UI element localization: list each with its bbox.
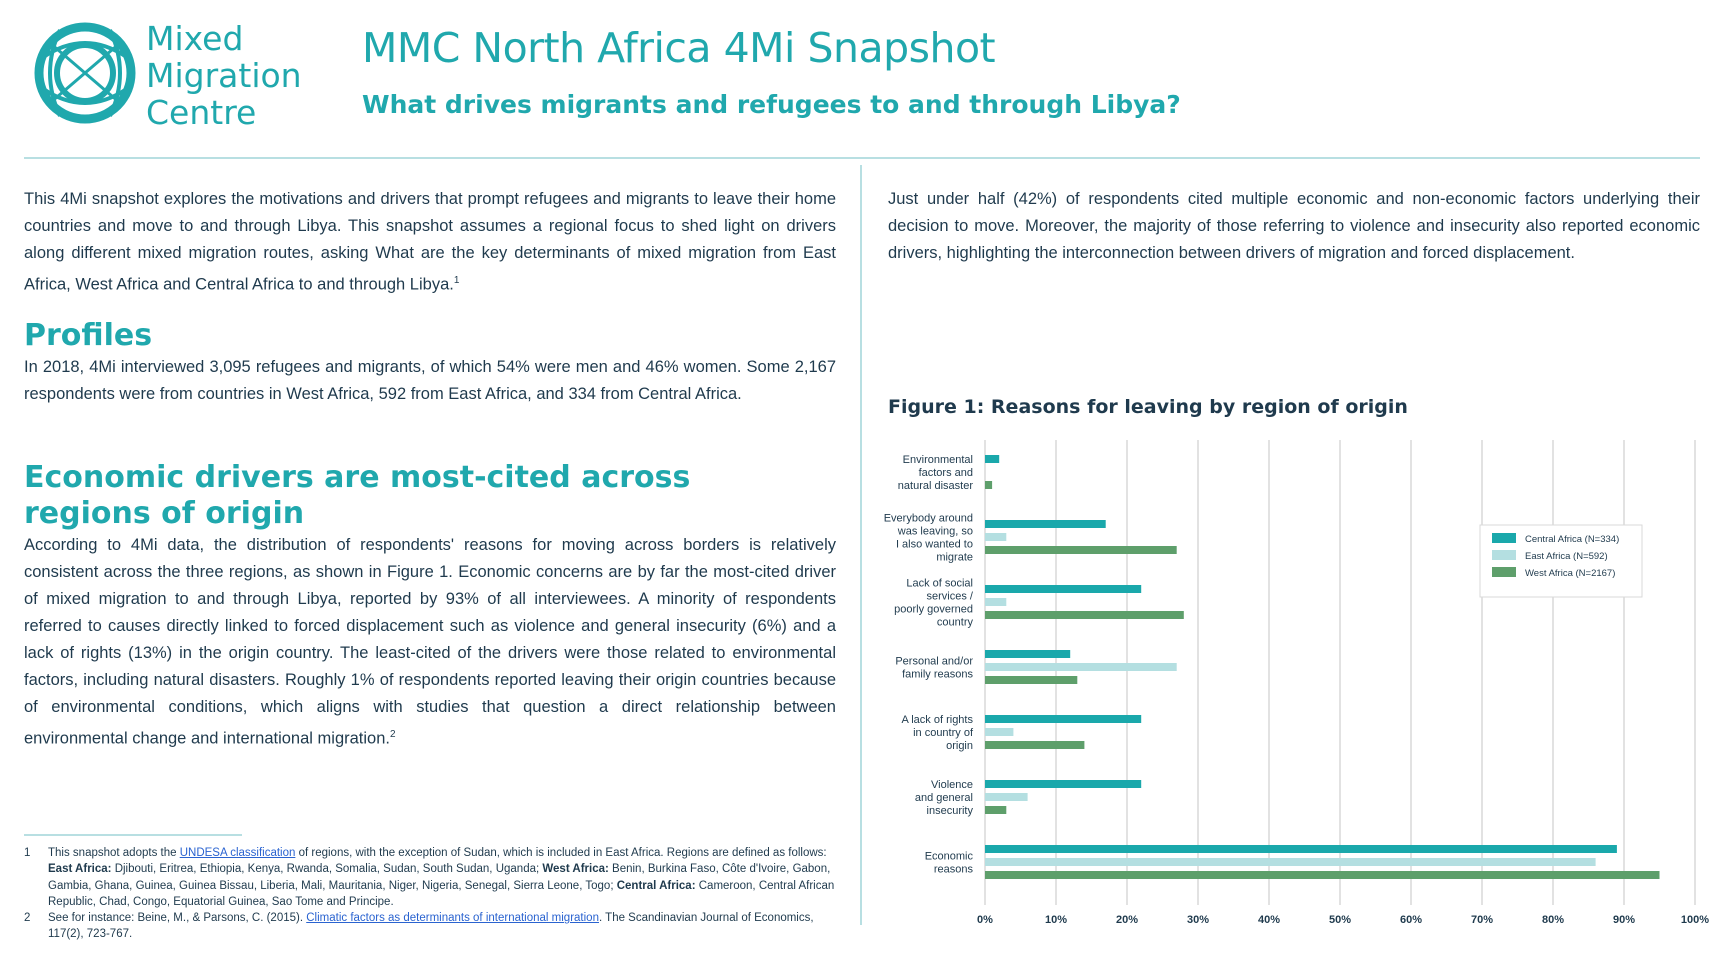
column-divider [860, 165, 862, 925]
economic-heading [24, 460, 690, 532]
category-label-line: in country of [913, 727, 973, 739]
x-tick-label: 90% [1612, 914, 1636, 926]
category-label-line: migrate [936, 551, 973, 564]
bar [985, 715, 1141, 723]
category-label-line: A lack of rights [901, 714, 973, 726]
central-africa-list: Cameroon, Central African Republic, Chad, Congo, Equatorial Guinea, Sao Tome and Principe. [48, 879, 835, 908]
x-tick-label: 80% [1541, 914, 1565, 926]
bar [985, 728, 1013, 736]
legend-label: Central Africa (N=334) [1525, 534, 1620, 545]
footnote-1-lead: This snapshot adopts the [48, 847, 180, 859]
category-label-line: Economic [924, 850, 973, 863]
right-text: Just under half (42%) of respondents cited multiple economic and non-economic factors underlying their decision to move. Moreover, the majority of those referring to violence and insecurity also reported economic drivers, highlighting the interconnection between drivers of migration and forced displacement. [888, 190, 1700, 262]
footnote-1-regions-intro: of regions, with the exception of Sudan, which is included in East Africa. Regions are defined as follows: [295, 847, 827, 859]
intro-footnote-ref[interactable]: 1 [453, 275, 460, 286]
logo-line-2: Migration [146, 56, 302, 95]
mmc-logo [30, 18, 320, 132]
bar [985, 520, 1106, 528]
bar [985, 793, 1028, 801]
category-label-line: services / [926, 590, 973, 603]
category-label-line: insecurity [926, 805, 973, 817]
profiles-paragraph [24, 354, 836, 408]
x-tick-label: 50% [1328, 914, 1352, 926]
west-africa-label: West Africa: [542, 863, 609, 876]
central-africa-label: Central Africa: [616, 879, 696, 892]
bar [985, 650, 1070, 658]
footnote-divider [24, 834, 242, 836]
category-label [894, 578, 974, 629]
undesa-classification-link[interactable]: UNDESA classification [179, 847, 296, 859]
economic-paragraph [24, 532, 836, 753]
reasons-bar-chart [880, 440, 1710, 930]
category-label-line: Everybody around [883, 512, 973, 525]
legend-label: West Africa (N=2167) [1525, 568, 1616, 579]
category-label [884, 513, 973, 564]
chart-gridlines [985, 440, 1695, 905]
category-label-line: was leaving, so [897, 525, 973, 538]
footnotes [24, 845, 836, 943]
intro-paragraph [24, 186, 836, 299]
climatic-factors-link[interactable]: Climatic factors as determinants of international migration [306, 912, 599, 925]
bar [985, 871, 1660, 879]
economic-heading-line-2: regions of origin [24, 496, 305, 531]
footnote-1 [24, 845, 836, 910]
legend-swatch [1492, 567, 1516, 577]
category-label-line: Personal and/or [895, 655, 973, 668]
category-label-line: natural disaster [897, 480, 973, 492]
legend-swatch [1492, 533, 1516, 543]
category-label-line: poorly governed [894, 603, 973, 616]
mmc-logo-icon [30, 18, 140, 128]
bar [985, 546, 1177, 554]
category-label [925, 851, 974, 876]
footnote-2 [24, 910, 836, 943]
category-label-line: origin [946, 740, 973, 752]
bar [985, 741, 1084, 749]
category-label [915, 779, 974, 817]
figure-title: Figure 1: Reasons for leaving by region of origin [888, 396, 1408, 418]
bar [985, 481, 992, 489]
logo-wordmark [146, 20, 302, 131]
economic-footnote-ref[interactable]: 2 [389, 729, 396, 740]
category-label [901, 714, 973, 752]
economic-text: According to 4Mi data, the distribution of respondents' reasons for moving across borders is relatively consistent across the three regions, as shown in Figure 1. Economic concerns are by far the most-cited driver of mixed migration to and through Libya, reported by 93% of all interviewees. A minority of respondents referred to causes directly linked to forced displacement such as violence and general insecurity (6%) and a lack of rights (13%) in the origin country. The least-cited of the drivers were those related to environmental factors, including natural disasters. Roughly 1% of respondents reported leaving their origin countries because of environmental conditions, which aligns with studies that question a direct relationship between environmental change and international migration. [24, 536, 836, 748]
bar [985, 676, 1077, 684]
x-tick-label: 10% [1044, 914, 1068, 926]
east-africa-label: East Africa: [48, 863, 112, 876]
bar [985, 598, 1006, 606]
east-africa-list: Djibouti, Eritrea, Ethiopia, Kenya, Rwanda, Somalia, Sudan, South Sudan, Uganda; [111, 863, 543, 876]
category-label-line: Environmental [902, 454, 973, 466]
category-label-line: reasons [933, 863, 973, 876]
bar [985, 611, 1184, 619]
profiles-text: In 2018, 4Mi interviewed 3,095 refugees and migrants, of which 54% were men and 46% women. Some 2,167 respondents were from countries in West Africa, 592 from East Africa, and 334 from Central Africa. [24, 358, 836, 403]
x-tick-label: 20% [1115, 914, 1139, 926]
chart-category-labels [884, 454, 974, 876]
bar [985, 533, 1006, 541]
category-label-line: and general [914, 792, 973, 804]
category-label-line: family reasons [902, 668, 973, 681]
x-tick-label: 70% [1470, 914, 1494, 926]
logo-line-1: Mixed [146, 19, 244, 58]
right-paragraph [888, 186, 1700, 267]
chart-bars [985, 455, 1660, 879]
footnote-2-citation: . The Scandinavian Journal of Economics, 117(2), 723-767. [48, 912, 814, 941]
footnote-2-number: 2 [24, 912, 31, 925]
category-label [898, 454, 974, 492]
profiles-heading: Profiles [24, 318, 153, 353]
x-tick-label: 30% [1186, 914, 1210, 926]
category-label [895, 656, 973, 681]
chart-tick-labels [977, 914, 1709, 926]
chart-legend [1480, 525, 1642, 597]
logo-line-3: Centre [146, 93, 257, 132]
west-africa-list: Benin, Burkina Faso, Côte d'Ivoire, Gabon, Gambia, Ghana, Guinea, Guinea Bissau, Liberia, Mali, Mauritania, Niger, Nigeria, Senegal, Sierra Leone, Togo; [48, 863, 831, 892]
category-label-line: factors and [918, 467, 973, 479]
category-label-line: Lack of social [906, 577, 973, 590]
bar [985, 780, 1141, 788]
category-label-line: Violence [931, 779, 973, 791]
x-tick-label: 40% [1257, 914, 1281, 926]
category-label-line: I also wanted to [895, 538, 973, 551]
category-label-line: country [936, 616, 973, 629]
legend-label: East Africa (N=592) [1525, 551, 1608, 562]
x-tick-label: 0% [977, 914, 993, 926]
footnote-2-text [48, 910, 836, 943]
x-tick-label: 100% [1680, 914, 1710, 926]
bar [985, 845, 1617, 853]
bar [985, 806, 1006, 814]
bar [985, 455, 999, 463]
page-title: MMC North Africa 4Mi Snapshot [362, 24, 996, 72]
bar [985, 858, 1596, 866]
page-subtitle: What drives migrants and refugees to and through Libya? [362, 90, 1181, 119]
x-tick-label: 60% [1399, 914, 1423, 926]
footnote-1-number: 1 [24, 847, 31, 859]
header-divider [24, 157, 1700, 159]
legend-swatch [1492, 550, 1516, 560]
bar [985, 663, 1177, 671]
footnote-1-text [48, 845, 836, 910]
intro-text: This 4Mi snapshot explores the motivations and drivers that prompt refugees and migrants to leave their home countries and move to and through Libya. This snapshot assumes a regional focus to shed light on drivers along different mixed migration routes, asking What are the key determinants of mixed migration from East Africa, West Africa and Central Africa to and through Libya. [24, 190, 836, 294]
economic-heading-line-1: Economic drivers are most-cited across [24, 460, 691, 495]
bar [985, 585, 1141, 593]
footnote-2-lead: See for instance: Beine, M., & Parsons, C. (2015). [48, 912, 307, 925]
